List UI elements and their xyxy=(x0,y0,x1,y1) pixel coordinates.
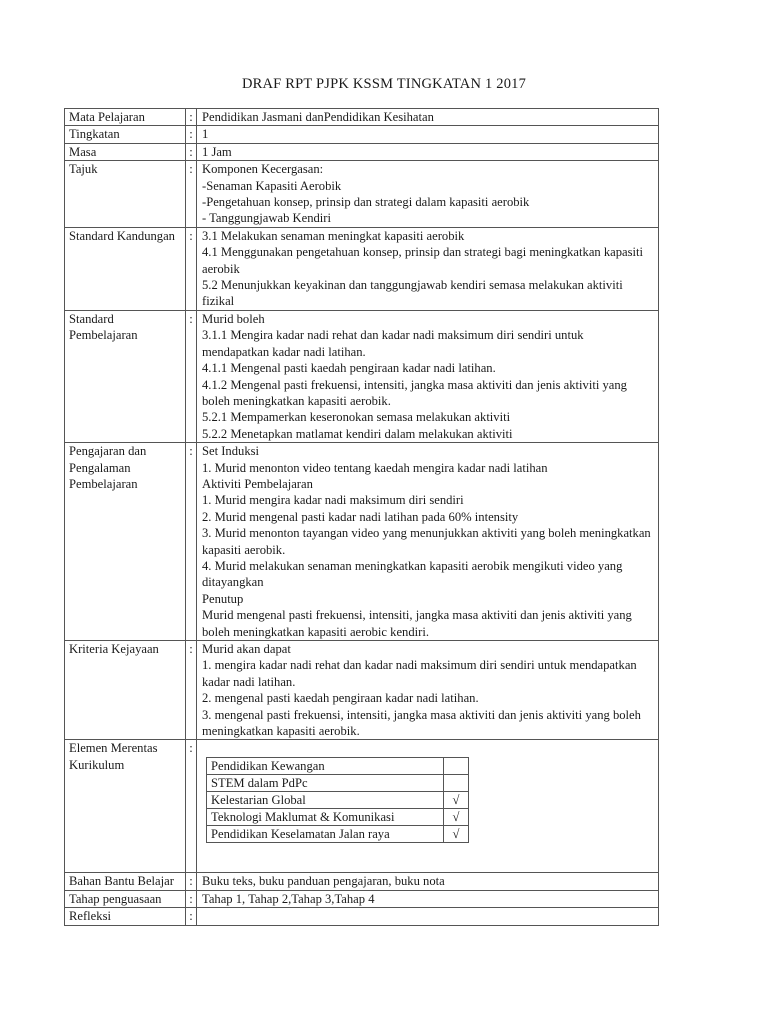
row-content xyxy=(197,310,659,442)
row-colon: : xyxy=(186,443,197,641)
elemen-row xyxy=(207,792,469,809)
elemen-row xyxy=(207,758,469,775)
elemen-name: Kelestarian Global xyxy=(207,792,444,809)
row-standard-pembelajaran xyxy=(65,310,659,442)
row-label: Tahap penguasaan xyxy=(65,890,186,907)
row-label: Masa xyxy=(65,143,186,160)
content-line: 3. mengenal pasti frekuensi, intensiti, jangka masa aktiviti dan jenis aktiviti yang boleh meningkatkan kapasiti aerobik. xyxy=(202,707,641,739)
row-colon: : xyxy=(186,310,197,442)
row-content xyxy=(197,126,659,143)
elemen-name: Pendidikan Keselamatan Jalan raya xyxy=(207,826,444,843)
content-line: Murid mengenal pasti frekuensi, intensiti, jangka masa aktiviti dan jenis aktiviti yang boleh meningkatkan kapasiti aerobic kendiri. xyxy=(202,608,632,639)
row-bahan-bantu-belajar xyxy=(65,873,659,890)
elemen-row xyxy=(207,826,469,843)
row-content xyxy=(197,227,659,310)
row-colon: : xyxy=(186,109,197,126)
elemen-name: Teknologi Maklumat & Komunikasi xyxy=(207,809,444,826)
content-line: Set Induksi xyxy=(202,444,260,459)
elemen-row xyxy=(207,775,469,792)
row-label: Elemen Merentas Kurikulum xyxy=(65,740,186,873)
content-line: 3.1 Melakukan senaman meningkat kapasiti aerobik xyxy=(202,228,465,243)
content-line: 4.1 Menggunakan pengetahuan konsep, prinsip dan strategi bagi meningkatkan kapasiti aerobik xyxy=(202,245,644,276)
row-content xyxy=(197,740,659,873)
content-line: Komponen Kecergasan: xyxy=(202,162,324,177)
row-colon: : xyxy=(186,641,197,740)
check-mark: √ xyxy=(444,826,469,843)
row-content xyxy=(197,443,659,641)
row-content xyxy=(197,908,659,925)
row-content xyxy=(197,109,659,126)
row-elemen-merentas-kurikulum xyxy=(65,740,659,873)
row-colon: : xyxy=(186,890,197,907)
content-line: -Senaman Kapasiti Aerobik xyxy=(202,178,342,193)
content-line: 1 Jam xyxy=(202,144,232,159)
elemen-name: STEM dalam PdPc xyxy=(207,775,444,792)
row-label: Standard Kandungan xyxy=(65,227,186,310)
row-label: Pengajaran dan Pengalaman Pembelajaran xyxy=(65,443,186,641)
row-kriteria-kejayaan xyxy=(65,641,659,740)
content-line: 2. Murid mengenal pasti kadar nadi latihan pada 60% intensity xyxy=(202,509,519,524)
row-content xyxy=(197,641,659,740)
row-pengajaran-dan-pengalaman-pembelajaran xyxy=(65,443,659,641)
row-colon: : xyxy=(186,227,197,310)
elemen-table xyxy=(206,757,469,843)
content-line: Murid akan dapat xyxy=(202,642,291,656)
row-label: Standard Pembelajaran xyxy=(65,310,186,442)
row-tahap-penguasaan xyxy=(65,890,659,907)
content-line: 4.1.2 Mengenal pasti frekuensi, intensiti, jangka masa aktiviti dan jenis aktiviti yang boleh meningkatkan kapasiti aerobik. xyxy=(202,377,627,408)
row-colon: : xyxy=(186,873,197,890)
content-line: 4.1.1 Mengenal pasti kaedah pengiraan kadar nadi latihan. xyxy=(202,361,496,376)
row-colon: : xyxy=(186,740,197,873)
content-line: 4. Murid melakukan senaman meningkatkan kapasiti aerobik mengikuti video yang ditayangkan xyxy=(202,558,623,590)
row-label: Refleksi xyxy=(65,908,186,925)
row-label: Mata Pelajaran xyxy=(65,109,186,126)
content-line: 5.2.2 Menetapkan matlamat kendiri dalam melakukan aktiviti xyxy=(202,426,513,441)
row-content xyxy=(197,161,659,228)
row-masa xyxy=(65,143,659,160)
check-mark xyxy=(444,758,469,775)
row-tajuk xyxy=(65,161,659,228)
content-line: Penutup xyxy=(202,591,244,606)
content-line: 5.2.1 Mempamerkan keseronokan semasa melakukan aktiviti xyxy=(202,410,511,425)
content-line: 3. Murid menonton tayangan video yang menunjukkan aktiviti yang boleh meningkatkan kapasiti aerobik. xyxy=(202,526,651,557)
content-line: 2. mengenal pasti kaedah pengiraan kadar nadi latihan. xyxy=(202,691,479,706)
row-tingkatan xyxy=(65,126,659,143)
row-content: Buku teks, buku panduan pengajaran, buku nota xyxy=(197,873,659,890)
content-line: 5.2 Menunjukkan keyakinan dan tanggungjawab kendiri semasa melakukan aktiviti fizikal xyxy=(202,278,623,309)
row-label: Tingkatan xyxy=(65,126,186,143)
row-label: Tajuk xyxy=(65,161,186,228)
content-line: 3.1.1 Mengira kadar nadi rehat dan kadar nadi maksimum diri sendiri untuk mendapatkan kadar nadi latihan. xyxy=(202,328,584,359)
document-title: DRAF RPT PJPK KSSM TINGKATAN 1 2017 xyxy=(241,76,527,92)
elemen-row xyxy=(207,809,469,826)
row-colon: : xyxy=(186,161,197,228)
content-line: - Tanggungjawab Kendiri xyxy=(202,211,331,226)
content-line: Murid boleh xyxy=(202,311,265,326)
check-mark: √ xyxy=(444,792,469,809)
check-mark xyxy=(444,775,469,792)
content-line: Pendidikan Jasmani danPendidikan Kesihatan xyxy=(202,110,434,124)
row-content: Tahap 1, Tahap 2,Tahap 3,Tahap 4 xyxy=(197,890,659,907)
content-line: -Pengetahuan konsep, prinsip dan strategi dalam kapasiti aerobik xyxy=(202,195,530,210)
content-line: 1. mengira kadar nadi rehat dan kadar nadi maksimum diri sendiri untuk mendapatkan kadar nadi latihan. xyxy=(202,658,637,689)
row-content xyxy=(197,143,659,160)
lesson-plan-table xyxy=(64,108,659,926)
row-standard-kandungan xyxy=(65,227,659,310)
row-colon: : xyxy=(186,126,197,143)
content-line: Aktiviti Pembelajaran xyxy=(202,476,313,491)
content-line: 1 xyxy=(202,127,209,142)
row-colon: : xyxy=(186,908,197,925)
row-label: Kriteria Kejayaan xyxy=(65,641,186,740)
row-colon: : xyxy=(186,143,197,160)
elemen-name: Pendidikan Kewangan xyxy=(207,758,444,775)
content-line: 1. Murid mengira kadar nadi maksimum diri sendiri xyxy=(202,493,464,508)
check-mark: √ xyxy=(444,809,469,826)
content-line: 1. Murid menonton video tentang kaedah mengira kadar nadi latihan xyxy=(202,460,548,475)
row-label: Bahan Bantu Belajar xyxy=(65,873,186,890)
row-refleksi xyxy=(65,908,659,925)
row-mata-pelajaran xyxy=(65,109,659,126)
